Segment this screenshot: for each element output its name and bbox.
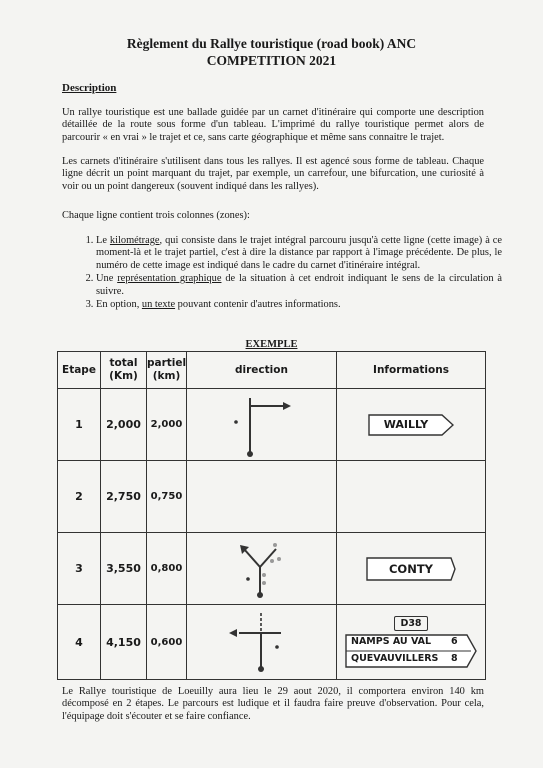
sign-distance: 6 bbox=[451, 636, 458, 647]
list-item-kilometrage bbox=[96, 235, 502, 272]
cell-total: 3,550 bbox=[101, 533, 147, 605]
direction-sign bbox=[368, 414, 454, 436]
item1-term: kilométrage bbox=[109, 235, 160, 246]
columns-list bbox=[78, 235, 502, 312]
cell-etape: 1 bbox=[58, 389, 101, 461]
item2-term: représentation graphique bbox=[117, 273, 222, 285]
item2-rest: de la situation à cet endroit indiquant le sens de la circulation à suivre. bbox=[96, 273, 502, 297]
example-heading: EXEMPLE bbox=[245, 339, 298, 350]
cell-etape: 4 bbox=[58, 605, 101, 680]
header-informations: Informations bbox=[337, 352, 486, 389]
table-row bbox=[58, 461, 486, 533]
route-badge: D38 bbox=[394, 616, 427, 631]
cell-total: 2,000 bbox=[101, 389, 147, 461]
list-item-texte bbox=[96, 299, 502, 311]
header-etape: Etape bbox=[58, 352, 101, 389]
right-turn-diagram-icon bbox=[227, 392, 297, 458]
list-item-representation bbox=[96, 273, 502, 298]
cell-informations bbox=[337, 533, 486, 605]
cell-direction bbox=[187, 461, 337, 533]
direction-sign bbox=[366, 557, 456, 581]
cell-direction bbox=[187, 533, 337, 605]
roadbook-table bbox=[57, 351, 486, 680]
sign-destination: NAMPS AU VAL bbox=[351, 636, 432, 647]
sign-distance: 8 bbox=[451, 653, 458, 664]
cell-etape: 2 bbox=[58, 461, 101, 533]
cell-partiel: 2,000 bbox=[147, 389, 187, 461]
cell-total: 2,750 bbox=[101, 461, 147, 533]
header-total: total (Km) bbox=[101, 352, 147, 389]
cell-direction bbox=[187, 605, 337, 680]
sign-destination: QUEVAUVILLERS bbox=[351, 653, 439, 664]
item3-prefix: En option, bbox=[96, 299, 142, 311]
fork-diagram-icon bbox=[227, 537, 297, 601]
cell-partiel: 0,750 bbox=[147, 461, 187, 533]
table-row bbox=[58, 605, 486, 680]
item1-prefix: Le bbox=[96, 235, 110, 246]
cell-informations bbox=[337, 389, 486, 461]
cell-partiel: 0,600 bbox=[147, 605, 187, 680]
footer-paragraph: Le Rallye touristique de Loeuilly aura lieu le 29 aout 2020, il comportera environ 140 km décomposé en 2 étapes. Le parcours est ludique et il faudra faire preuve d'observation. Pour cela, l'équipage doit s'écouter et se faire confiance. bbox=[62, 686, 484, 722]
header-direction: direction bbox=[187, 352, 337, 389]
description-heading: Description bbox=[62, 82, 117, 94]
cell-total: 4,150 bbox=[101, 605, 147, 680]
direction-sign-multi bbox=[345, 634, 477, 668]
table-header-row bbox=[58, 352, 486, 389]
cell-informations bbox=[337, 605, 486, 680]
crossroad-diagram-icon bbox=[227, 609, 297, 675]
table-row bbox=[58, 389, 486, 461]
item3-rest: pouvant contenir d'autres informations. bbox=[175, 299, 341, 311]
columns-intro: Chaque ligne contient trois colonnes (zones): bbox=[62, 210, 250, 221]
sign-label: WAILLY bbox=[383, 417, 429, 431]
intro-paragraph: Un rallye touristique est une ballade guidée par un carnet d'itinéraire qui comporte une description détaillée de la route sous forme d'un tableau. L'imprimé du rallye touristique permet alors de parcourir « en vrai » le trajet et ce, sans carte géographique et même sans connaitre le trajet. bbox=[62, 107, 484, 143]
page-title: Règlement du Rallye touristique (road book) ANC bbox=[126, 36, 417, 51]
cell-partiel: 0,800 bbox=[147, 533, 187, 605]
table-row bbox=[58, 533, 486, 605]
item3-term: un texte bbox=[141, 299, 176, 311]
header-partiel: partiel (km) bbox=[147, 352, 187, 389]
item2-prefix: Une bbox=[96, 273, 118, 285]
item1-rest: , qui consiste dans le trajet intégral parcouru jusqu'à cette ligne (cette image) à ce moment-là et le trajet partiel, c'est à dire la distance par rapport à l'image précédente. De plus, le numéro de cette image est indiqué dans le cadre du carnet d'itinéraire intégral. bbox=[96, 235, 502, 271]
page-subtitle: COMPETITION 2021 bbox=[206, 53, 337, 68]
cell-direction bbox=[187, 389, 337, 461]
cell-informations bbox=[337, 461, 486, 533]
sign-label: CONTY bbox=[388, 561, 433, 576]
cell-etape: 3 bbox=[58, 533, 101, 605]
carnets-paragraph: Les carnets d'itinéraire s'utilisent dans tous les rallyes. Il est agencé sous forme de tableau. Chaque ligne décrit un point marquant du trajet, par exemple, un carrefour, une bifurcation, une curiosité à voir ou un point dangereux (souvent indiqué dans les rallyes). bbox=[62, 156, 484, 192]
